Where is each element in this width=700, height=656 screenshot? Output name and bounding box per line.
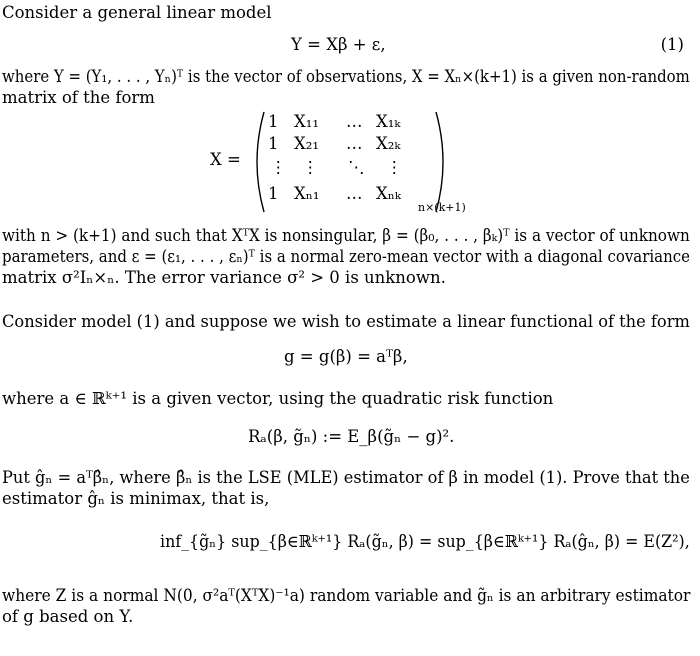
matrix-cell: 1 [268,112,279,131]
matrix-cell: X₁ₖ [376,112,401,131]
matrix-cell: X₂ₖ [376,134,401,153]
equation-1-number: (1) [660,35,684,54]
text-line-6: matrix σ²Iₙ×ₙ. The error variance σ² > 0 is unknown. [2,268,446,287]
equation-4: inf_{g̃ₙ} sup_{β∈ℝᵏ⁺¹} Rₐ(g̃ₙ, β) = sup_{β∈ℝᵏ⁺¹} Rₐ(ĝₙ, β) = E(Z²), [160,532,690,551]
equation-2: g = g(β) = aᵀβ, [284,347,408,366]
text-line-11: where Z is a normal N(0, σ²aᵀ(XᵀX)⁻¹a) random variable and g̃ₙ is an arbitrary estimator [2,586,691,605]
matrix-cell: … [346,184,363,203]
matrix-cell: X₁₁ [294,112,319,131]
design-matrix [210,110,480,220]
text-line-12: of g based on Y. [2,607,134,626]
matrix-cell: Xₙ₁ [294,184,320,203]
equation-3: Rₐ(β, g̃ₙ) := E_β(g̃ₙ − g)². [248,427,455,446]
matrix-cell: Xₙₖ [376,184,401,203]
text-line-9: Put ĝₙ = aᵀβ̂ₙ, where β̂ₙ is the LSE (MLE) estimator of β in model (1). Prove that the [2,468,690,487]
matrix-cell: 1 [268,184,279,203]
matrix-cell: … [346,112,363,131]
text-line-4: with n > (k+1) and such that XᵀX is nonsingular, β = (β₀, . . . , βₖ)ᵀ is a vector of unknown [2,226,690,245]
matrix-cell: ⋮ [270,158,287,177]
text-line-2: where Y = (Y₁, . . . , Yₙ)ᵀ is the vector of observations, X = Xₙ×(k+1) is a given non-random [2,67,690,86]
text-line-1: Consider a general linear model [2,3,272,22]
matrix-cell: 1 [268,134,279,153]
matrix-dimension: n×(k+1) [418,201,466,214]
text-line-10: estimator ĝₙ is minimax, that is, [2,489,270,508]
matrix-cell: X₂₁ [294,134,319,153]
text-line-5: parameters, and ε = (ε₁, . . . , εₙ)ᵀ is a normal zero-mean vector with a diagonal covariance [2,247,690,266]
text-line-7: Consider model (1) and suppose we wish to estimate a linear functional of the form [2,312,690,331]
matrix-label: X = [210,150,241,169]
matrix-cell: ⋮ [386,158,403,177]
matrix-cell: ⋮ [302,158,319,177]
text-line-8: where a ∈ ℝᵏ⁺¹ is a given vector, using the quadratic risk function [2,389,554,408]
matrix-cell: … [346,134,363,153]
text-line-3: matrix of the form [2,88,155,107]
document-page [2,0,692,656]
equation-1: Y = Xβ + ε, [291,35,386,54]
matrix-cell: ⋱ [348,158,365,177]
